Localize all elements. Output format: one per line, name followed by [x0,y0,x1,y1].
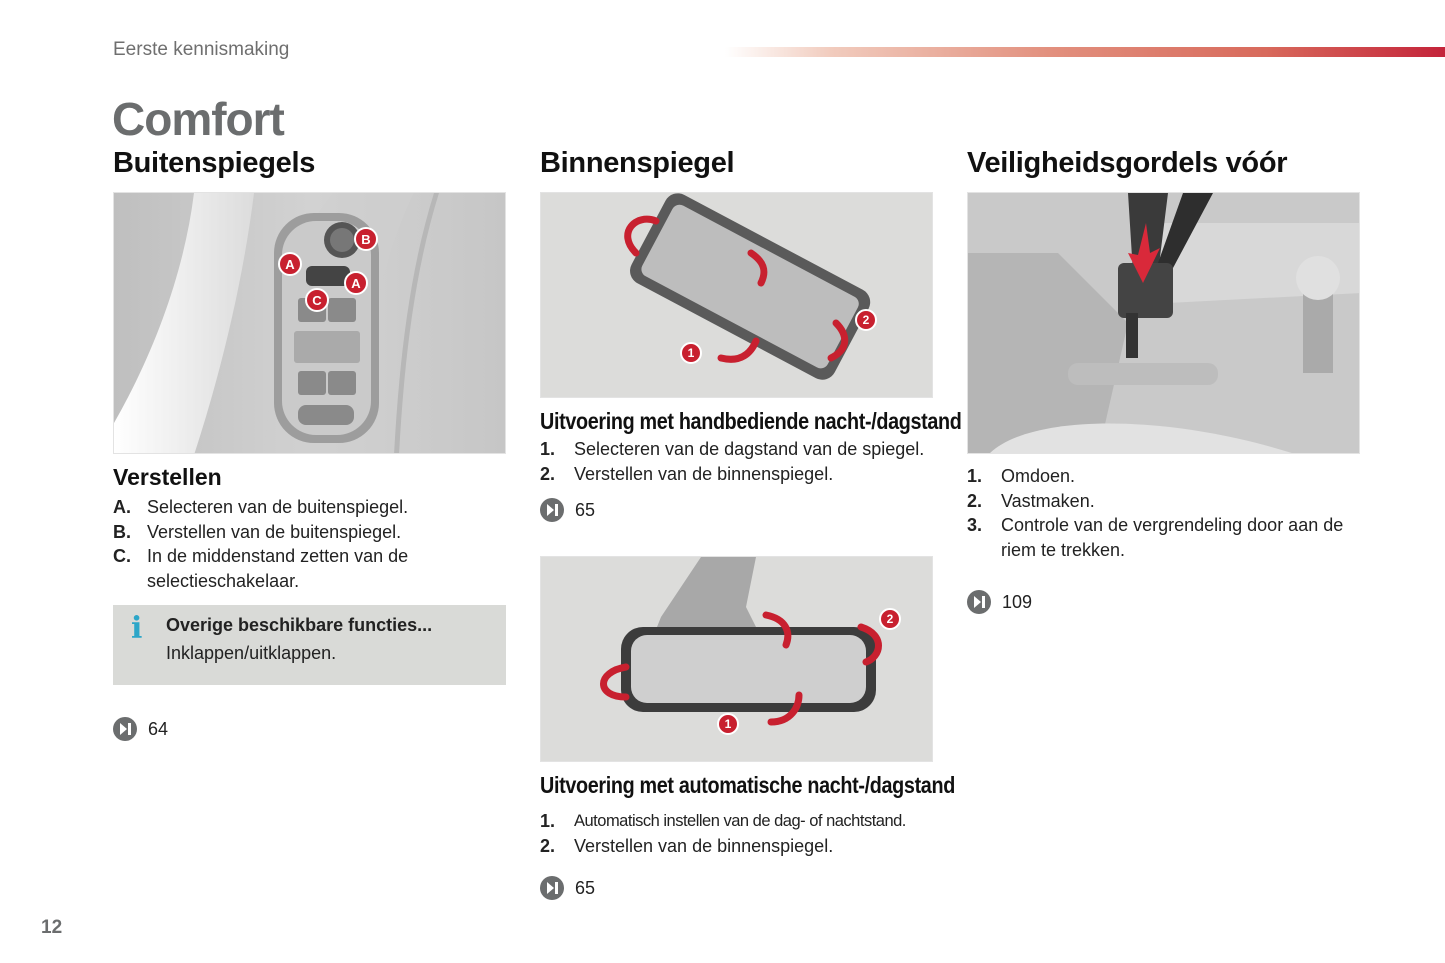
list-item: 3. Controle van de vergrendeling door aan de riem te trekken. [967,515,1344,560]
page-reference-icon [540,876,564,900]
svg-text:1: 1 [687,346,695,360]
door-switch-illustration [113,192,506,454]
manual-mirror-illustration [540,192,933,398]
page-reference-number: 109 [1002,591,1033,612]
section-title: Buitenspiegels [113,147,316,179]
section-binnenspiegel [540,145,962,900]
svg-text:2: 2 [862,313,870,327]
section-veiligheidsgordels [967,145,1362,614]
info-icon: i [131,611,143,646]
chapter-title: Comfort [112,93,284,145]
page-number: 12 [41,917,63,938]
section-title: Veiligheidsgordels vóór [967,147,1288,179]
subhead-automatic: Uitvoering met automatische nacht-/dagstand [540,772,955,798]
automatic-list [540,809,935,858]
svg-text:A: A [351,276,361,291]
info-text: Inklappen/uitklappen. [166,643,337,663]
list-item: 1. Omdoen. [967,466,1076,486]
page-reference[interactable] [540,498,935,522]
adjust-list [113,495,508,593]
page-reference-icon [540,498,564,522]
list-item: 1. Selecteren van de dagstand van de spiegel. [540,439,925,459]
page-reference-icon [967,590,991,614]
info-box [113,605,506,685]
page-reference[interactable] [113,717,508,741]
subhead-verstellen: Verstellen [113,464,222,490]
list-item: C. In de middenstand zetten van de selectieschakelaar. [113,546,409,591]
list-item: 2. Verstellen van de binnenspiegel. [540,835,834,856]
svg-text:2: 2 [886,612,894,626]
section-title: Binnenspiegel [540,147,735,179]
list-item: 1. Automatisch instellen van de dag- of nachtstand. [540,811,906,831]
page-reference[interactable] [967,590,1362,614]
info-title: Overige beschikbare functies... [166,615,433,635]
page-reference-icon [113,717,137,741]
page-reference[interactable] [540,876,935,900]
svg-text:C: C [312,293,322,308]
page-reference-number: 64 [148,718,169,739]
seatbelt-illustration [967,192,1360,454]
list-item: 2. Verstellen van de binnenspiegel. [540,463,834,484]
svg-text:B: B [361,232,371,247]
list-item: A. Selecteren van de buitenspiegel. [113,497,409,517]
svg-text:1: 1 [724,717,732,731]
seatbelt-list [967,464,1362,562]
header-accent-bar [725,47,1445,57]
page-reference-number: 65 [575,499,596,520]
subhead-manual: Uitvoering met handbediende nacht-/dagstand [540,408,962,434]
list-item: 2. Vastmaken. [967,490,1095,511]
section-buitenspiegels [113,145,508,741]
list-item: B. Verstellen van de buitenspiegel. [113,521,402,542]
automatic-mirror-illustration [540,556,933,762]
page-reference-number: 65 [575,877,596,898]
running-head: Eerste kennismaking [113,39,290,60]
svg-text:A: A [285,257,295,272]
manual-list [540,437,935,486]
